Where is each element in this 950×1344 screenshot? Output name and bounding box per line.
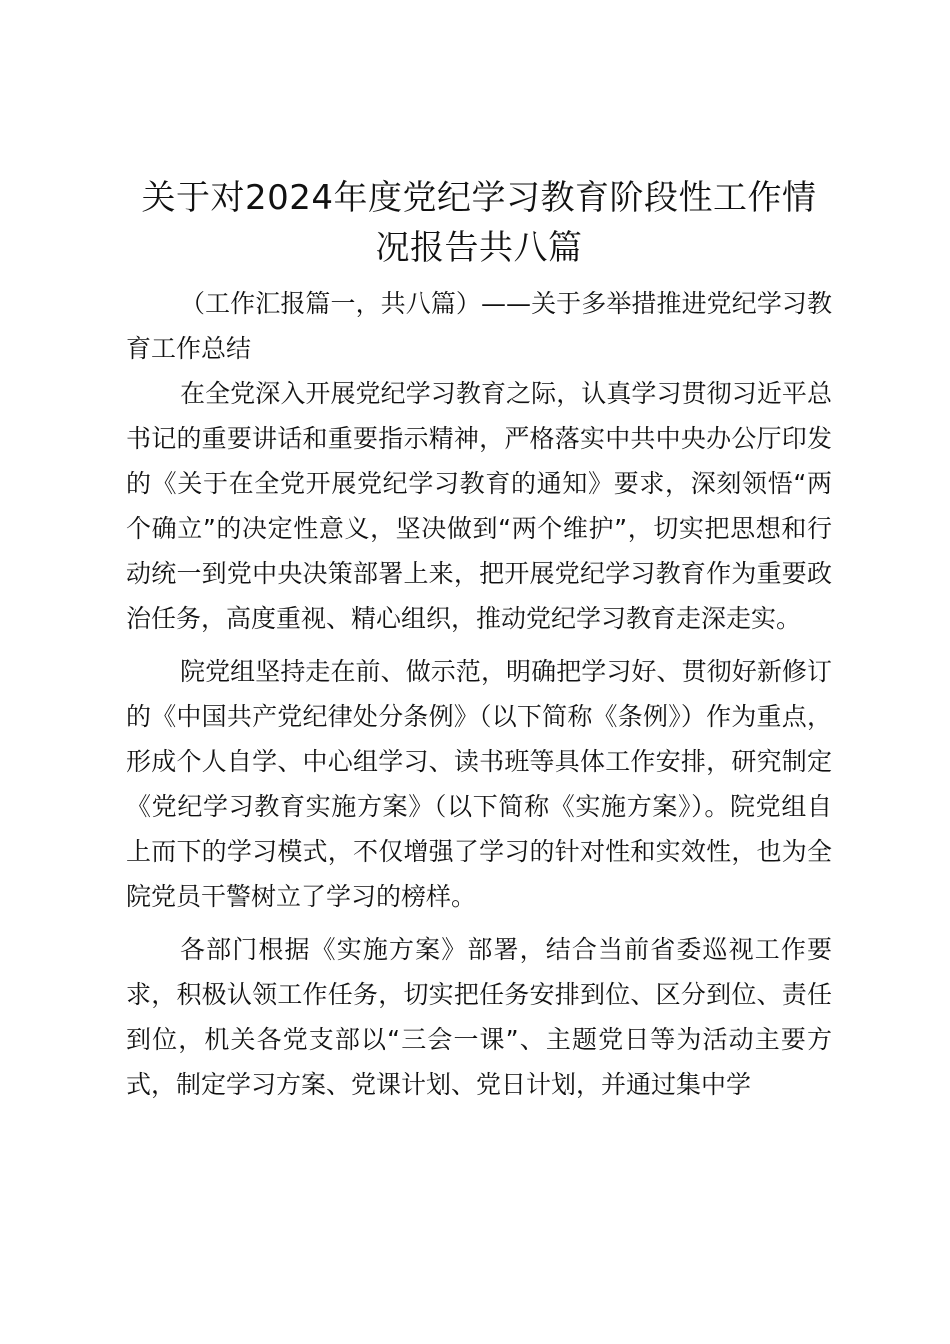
paragraph-1: 在全党深入开展党纪学习教育之际，认真学习贯彻习近平总书记的重要讲话和重要指示精神，严格落实中共中央办公厅印发的《关于在全党开展党纪学习教育的通知》要求，深刻领悟“两个确立”的决定性意义，坚决做到“两个维护”，切实把思想和行动统一到党中央决策部署上来，把开展党纪学习教育作为重要政治任务，高度重视、精心组织，推动党纪学习教育走深走实。 (126, 379, 832, 633)
document-body (126, 173, 832, 1107)
paragraph-2: 院党组坚持走在前、做示范，明确把学习好、贯彻好新修订的《中国共产党纪律处分条例》（以下简称《条例》）作为重点，形成个人自学、中心组学习、读书班等具体工作安排，研究制定《党纪学习教育实施方案》（以下简称《实施方案》）。院党组自上而下的学习模式，不仅增强了学习的针对性和实效性，也为全院党员干警树立了学习的榜样。 (126, 657, 832, 911)
document-title: 关于对2024年度党纪学习教育阶段性工作情况报告共八篇 (141, 178, 817, 268)
document-subtitle: （工作汇报篇一，共八篇）——关于多举措推进党纪学习教育工作总结 (126, 289, 832, 363)
paragraph-3: 各部门根据《实施方案》部署，结合当前省委巡视工作要求，积极认领工作任务，切实把任务安排到位、区分到位、责任到位，机关各党支部以“三会一课”、主题党日等为活动主要方式，制定学习方案、党课计划、党日计划，并通过集中学 (126, 935, 832, 1099)
